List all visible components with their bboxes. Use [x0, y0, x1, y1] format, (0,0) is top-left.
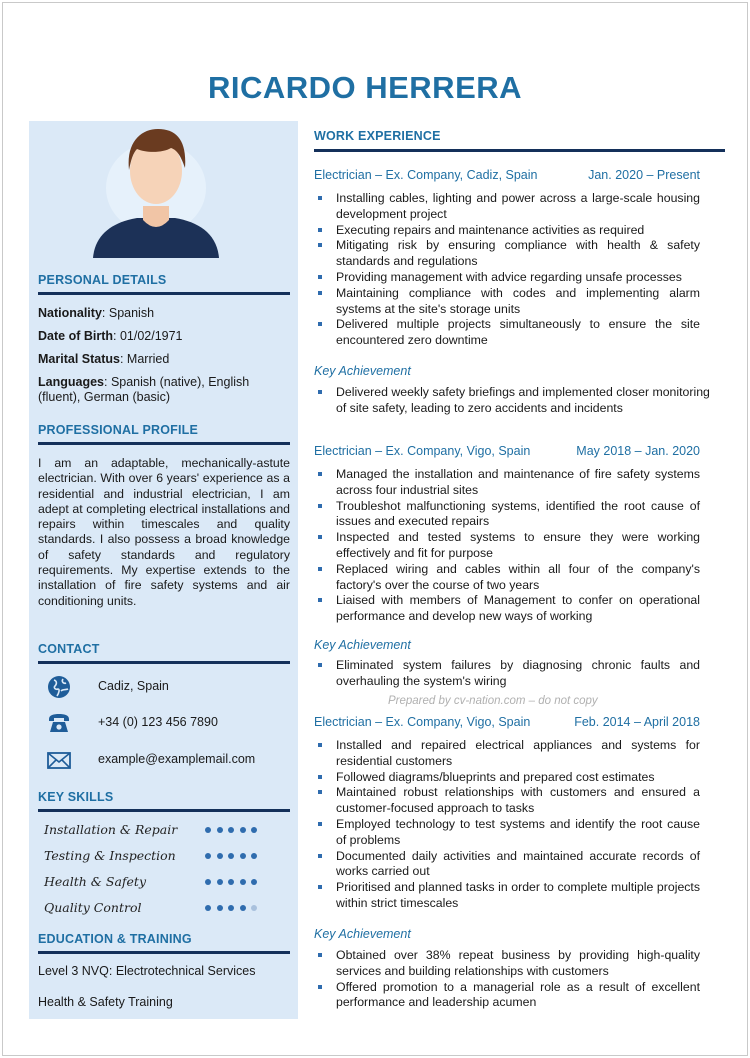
- rating-dot-filled: [205, 853, 211, 859]
- education-item: Health & Safety Training: [38, 995, 173, 1009]
- globe-icon: [46, 674, 72, 700]
- nationality-label: Nationality: [38, 306, 102, 320]
- rating-dot-filled: [217, 905, 223, 911]
- rating-dot-filled: [240, 827, 246, 833]
- contact-phone: [38, 710, 290, 738]
- key-skills-heading: KEY SKILLS: [38, 790, 290, 812]
- job-duties-list: [314, 191, 700, 349]
- list-item: Documented daily activities and maintained accurate records of works carried out: [314, 849, 700, 881]
- profile-text: I am an adaptable, mechanically-astute electrician. With over 6 years' experience as a residential and industrial electrician, I am adept at completing electrical installations and repairs within timescales and quality standards. I also possess a broad knowledge of safety standards and regulatory requirements. My expertise extends to the installation of fire safety systems and air conditioning units.: [38, 456, 290, 608]
- skill-rating: [205, 827, 263, 835]
- rating-dot-filled: [205, 879, 211, 885]
- languages-label: Languages: [38, 375, 104, 389]
- rating-dot-filled: [240, 853, 246, 859]
- nationality-value: : Spanish: [101, 306, 155, 320]
- list-item: Delivered weekly safety briefings and implemented closer monitoring of site safety, leading to zero accidents and incidents: [314, 385, 710, 417]
- list-item: Delivered multiple projects simultaneously to ensure the site encountered zero downtime: [314, 317, 700, 349]
- email-text: example@examplemail.com: [98, 752, 256, 766]
- job-title: Electrician – Ex. Company, Vigo, Spain: [314, 444, 531, 458]
- job-dates: May 2018 – Jan. 2020: [576, 444, 700, 458]
- job-duties-list: [314, 467, 700, 625]
- rating-dot-filled: [251, 853, 257, 859]
- nationality-line: [38, 306, 290, 321]
- list-item: Installed and repaired electrical appliances and systems for residential customers: [314, 738, 700, 770]
- rating-dot-filled: [217, 827, 223, 833]
- skill-rating: [205, 879, 263, 887]
- rating-dot-filled: [240, 905, 246, 911]
- phone-icon: [46, 710, 72, 736]
- candidate-name: RICARDO HERRERA: [207, 70, 523, 105]
- list-item: Mitigating risk by ensuring compliance with health & safety standards and regulations: [314, 238, 700, 270]
- dob-value: : 01/02/1971: [113, 329, 183, 343]
- personal-details-heading: PERSONAL DETAILS: [38, 273, 290, 295]
- skill-rating: [205, 905, 263, 913]
- dob-label: Date of Birth: [38, 329, 113, 343]
- avatar-icon: [91, 126, 221, 258]
- list-item: Replaced wiring and cables within all four of the company's factory's over the course of two years: [314, 562, 700, 594]
- rating-dot-filled: [205, 827, 211, 833]
- achievements-list: [314, 658, 700, 690]
- job-title-row: [314, 444, 700, 460]
- watermark: Prepared by cv-nation.com – do not copy: [388, 695, 598, 707]
- rating-dot-filled: [228, 853, 234, 859]
- marital-status-label: Marital Status: [38, 352, 120, 366]
- rating-dot-filled: [228, 879, 234, 885]
- list-item: Eliminated system failures by diagnosing chronic faults and overhauling the system's wiring: [314, 658, 700, 690]
- job-dates: Jan. 2020 – Present: [588, 168, 700, 182]
- list-item: Obtained over 38% repeat business by providing high-quality services and building relationships with customers: [314, 948, 700, 980]
- languages-line: [38, 375, 290, 405]
- languages-value: : Spanish (native), English (fluent), German (basic): [38, 375, 250, 404]
- job-title: Electrician – Ex. Company, Vigo, Spain: [314, 715, 531, 729]
- skill-row: [44, 874, 284, 892]
- list-item: Prioritised and planned tasks in order to complete multiple projects within strict timescales: [314, 880, 700, 912]
- list-item: Followed diagrams/blueprints and prepared cost estimates: [314, 770, 700, 786]
- location-text: Cadiz, Spain: [98, 679, 169, 693]
- marital-status-value: : Married: [119, 352, 170, 366]
- job-dates: Feb. 2014 – April 2018: [574, 715, 700, 729]
- list-item: Managed the installation and maintenance of fire safety systems across four industrial sites: [314, 467, 700, 499]
- education-heading: EDUCATION & TRAINING: [38, 932, 290, 954]
- key-achievement-label: Key Achievement: [314, 364, 411, 378]
- job-title-row: [314, 168, 700, 184]
- skill-name: Health & Safety: [44, 874, 147, 889]
- skill-name: Quality Control: [44, 900, 142, 915]
- education-item: Level 3 NVQ: Electrotechnical Services: [38, 964, 256, 978]
- job-title: Electrician – Ex. Company, Cadiz, Spain: [314, 168, 538, 182]
- contact-email: [38, 747, 290, 775]
- skill-rating: [205, 853, 263, 861]
- achievements-list: [314, 385, 710, 417]
- list-item: Maintaining compliance with codes and implementing alarm systems at the site's storage units: [314, 286, 700, 318]
- rating-dot-empty: [251, 905, 257, 911]
- sidebar: [29, 121, 298, 1019]
- contact-location: [38, 674, 290, 702]
- list-item: Maintained robust relationships with customers and ensured a customer-focused approach to tasks: [314, 785, 700, 817]
- list-item: Providing management with advice regarding unsafe processes: [314, 270, 700, 286]
- rating-dot-filled: [228, 905, 234, 911]
- list-item: Offered promotion to a managerial role as a result of excellent performance and leadership acumen: [314, 980, 700, 1012]
- marital-status-line: [38, 352, 290, 367]
- rating-dot-filled: [217, 853, 223, 859]
- achievements-list: [314, 948, 700, 1011]
- key-achievement-label: Key Achievement: [314, 927, 411, 941]
- rating-dot-filled: [205, 905, 211, 911]
- rating-dot-filled: [217, 879, 223, 885]
- skill-row: [44, 848, 284, 866]
- job-duties-list: [314, 738, 700, 912]
- list-item: Troubleshot malfunctioning systems, identified the root cause of issues and executed repairs: [314, 499, 700, 531]
- rating-dot-filled: [251, 827, 257, 833]
- phone-text: +34 (0) 123 456 7890: [98, 715, 218, 729]
- professional-profile-heading: PROFESSIONAL PROFILE: [38, 423, 290, 445]
- work-experience-heading: WORK EXPERIENCE: [314, 129, 725, 152]
- list-item: Executing repairs and maintenance activities as required: [314, 223, 700, 239]
- list-item: Installing cables, lighting and power across a large-scale housing development project: [314, 191, 700, 223]
- key-achievement-label: Key Achievement: [314, 638, 411, 652]
- dob-line: [38, 329, 290, 344]
- contact-heading: CONTACT: [38, 642, 290, 664]
- skill-name: Installation & Repair: [44, 822, 178, 837]
- rating-dot-filled: [251, 879, 257, 885]
- skill-row: [44, 822, 284, 840]
- rating-dot-filled: [228, 827, 234, 833]
- skill-row: [44, 900, 284, 918]
- list-item: Employed technology to test systems and identify the root cause of problems: [314, 817, 700, 849]
- list-item: Inspected and tested systems to ensure they were working effectively and fit for purpose: [314, 530, 700, 562]
- rating-dot-filled: [240, 879, 246, 885]
- job-title-row: [314, 715, 700, 731]
- list-item: Liaised with members of Management to confer on operational performance and develop new ways of working: [314, 593, 700, 625]
- envelope-icon: [46, 747, 72, 773]
- skill-name: Testing & Inspection: [44, 848, 176, 863]
